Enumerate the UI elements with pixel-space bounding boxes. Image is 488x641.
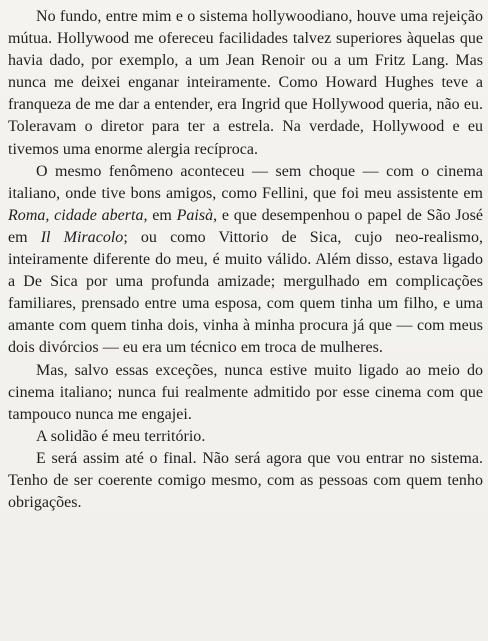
paragraph-italian-cinema-text-2: em: [147, 206, 177, 224]
paragraph-final: E será assim até o final. Não será agora que vou entrar no sistema. Tenho de ser coerente comigo mesmo, com as pessoas com quem tenho obrigações.: [8, 449, 483, 512]
film-title-il-miracolo: Il Miracolo: [40, 228, 124, 246]
paragraph-solitude: A solidão é meu território.: [36, 427, 206, 445]
paragraph-italian-cinema-text-3: , e que desempenhou o papel de São José em: [8, 206, 483, 246]
page-text-block: [8, 6, 483, 514]
paragraph-italian-cinema-text-4: ; ou como Vittorio de Sica, cujo neo-realismo, inteiramente diferente do meu, é muito válido. Além disso, estava ligado a De Sica por uma profunda amizade; mergulhado em complicações familiares, prensado entre uma esposa, com quem tinha um filho, e uma amante com quem tinha dois, vinha à minha procura já que — com meus dois divórcios — eu era um técnico em troca de mulheres.: [8, 228, 484, 357]
film-title-paisa: Paisà: [176, 206, 214, 224]
film-title-roma-cidade-aberta: Roma, cidade aberta,: [8, 206, 148, 224]
paragraph-exceptions: Mas, salvo essas exceções, nunca estive muito ligado ao meio do cinema italiano; nunca fui realmente admitido por esse cinema com que tampouco nunca me engajei.: [8, 361, 483, 423]
paragraph-italian-cinema-text-1: O mesmo fenômeno aconteceu — sem choque — com o cinema italiano, onde tive bons amigos, como Fellini, que foi meu assistente em: [8, 162, 483, 202]
paragraph-italian-cinema: [8, 161, 483, 360]
paragraph-hollywood: No fundo, entre mim e o sistema hollywoodiano, houve uma rejeição mútua. Hollywood me ofereceu facilidades talvez superiores àquelas que havia dado, por exemplo, a um Jean Renoir ou a um Fritz Lang. Mas nunca me deixei enganar inteiramente. Como Howard Hughes teve a franqueza de me dar a entender, era Ingrid que Hollywood queria, não eu. Toleravam o diretor para ter a estrela. Na verdade, Hollywood e eu tivemos uma enorme alergia recíproca.: [8, 8, 483, 158]
